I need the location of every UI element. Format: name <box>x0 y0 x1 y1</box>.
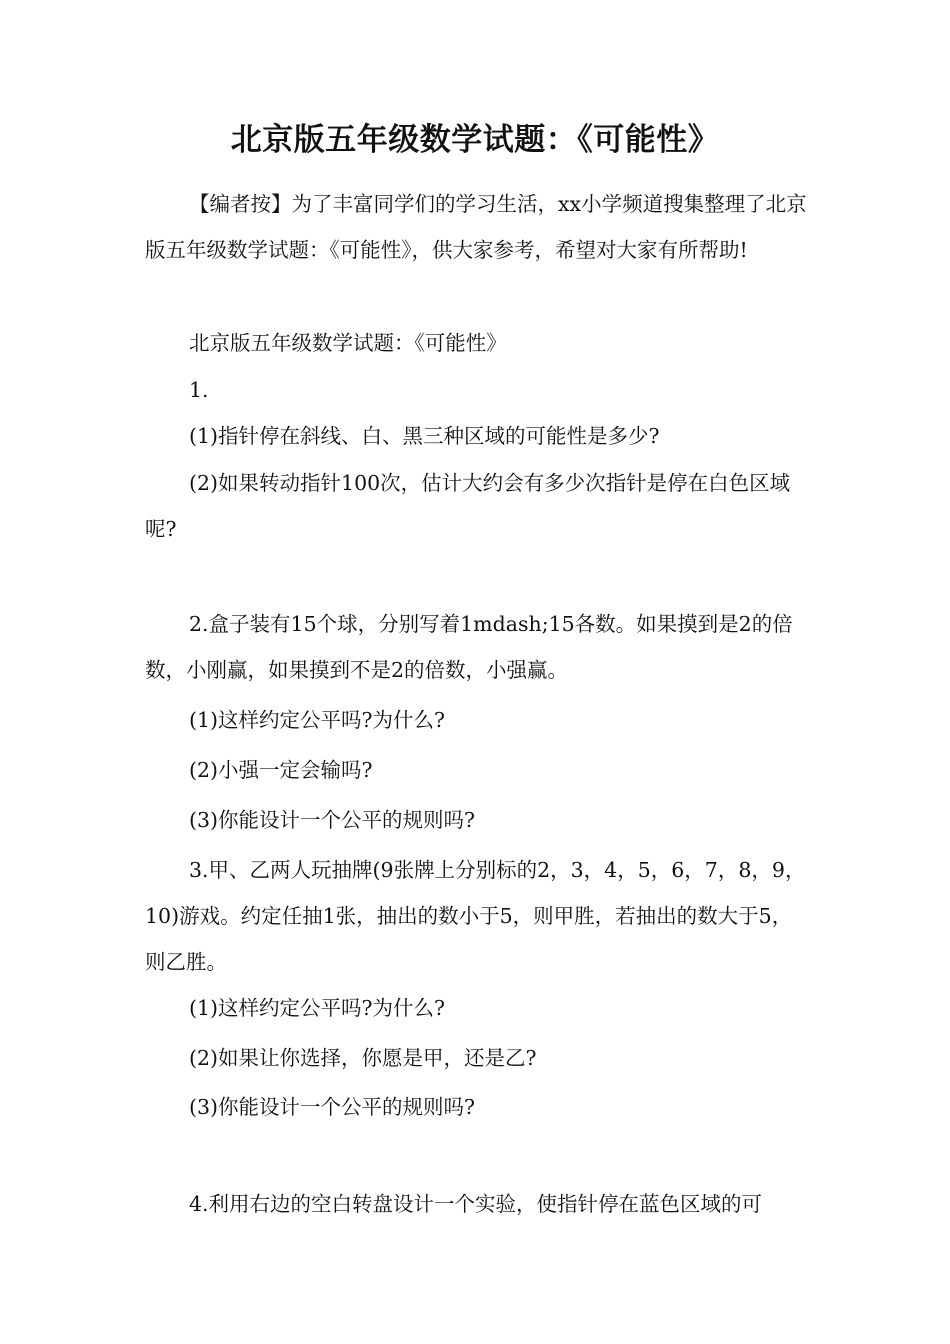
document-title: 北京版五年级数学试题：《可能性》 <box>230 122 720 158</box>
intro-paragraph: 【编者按】为了丰富同学们的学习生活，xx小学频道搜集整理了北京版五年级数学试题：《可能性》，供大家参考，希望对大家有所帮助! <box>145 192 807 262</box>
subtitle: 北京版五年级数学试题：《可能性》 <box>189 331 507 355</box>
q2-part3: (3)你能设计一个公平的规则吗? <box>189 808 476 832</box>
q1-part2: (2)如果转动指针100次，估计大约会有多少次指针是停在白色区域呢? <box>145 471 791 541</box>
q3-part3: (3)你能设计一个公平的规则吗? <box>189 1095 476 1119</box>
q1-part1: (1)指针停在斜线、白、黑三种区域的可能性是多少? <box>189 424 660 448</box>
q3-part2: (2)如果让你选择，你愿是甲，还是乙? <box>189 1046 537 1070</box>
q3-stem: 3.甲、乙两人玩抽牌(9张牌上分别标的2，3，4，5，6，7，8，9，10)游戏。约定任抽1张，抽出的数小于5，则甲胜，若抽出的数大于5，则乙胜。 <box>145 858 806 974</box>
q2-part1: (1)这样约定公平吗?为什么? <box>189 708 446 732</box>
q1-number: 1. <box>189 378 209 402</box>
q2-stem: 2.盒子装有15个球，分别写着1mdash;15各数。如果摸到是2的倍数，小刚赢，如果摸到不是2的倍数，小强赢。 <box>145 612 793 682</box>
q3-part1: (1)这样约定公平吗?为什么? <box>189 996 446 1020</box>
q4-stem: 4.利用右边的空白转盘设计一个实验，使指针停在蓝色区域的可 <box>189 1192 763 1216</box>
q2-part2: (2)小强一定会输吗? <box>189 758 373 782</box>
